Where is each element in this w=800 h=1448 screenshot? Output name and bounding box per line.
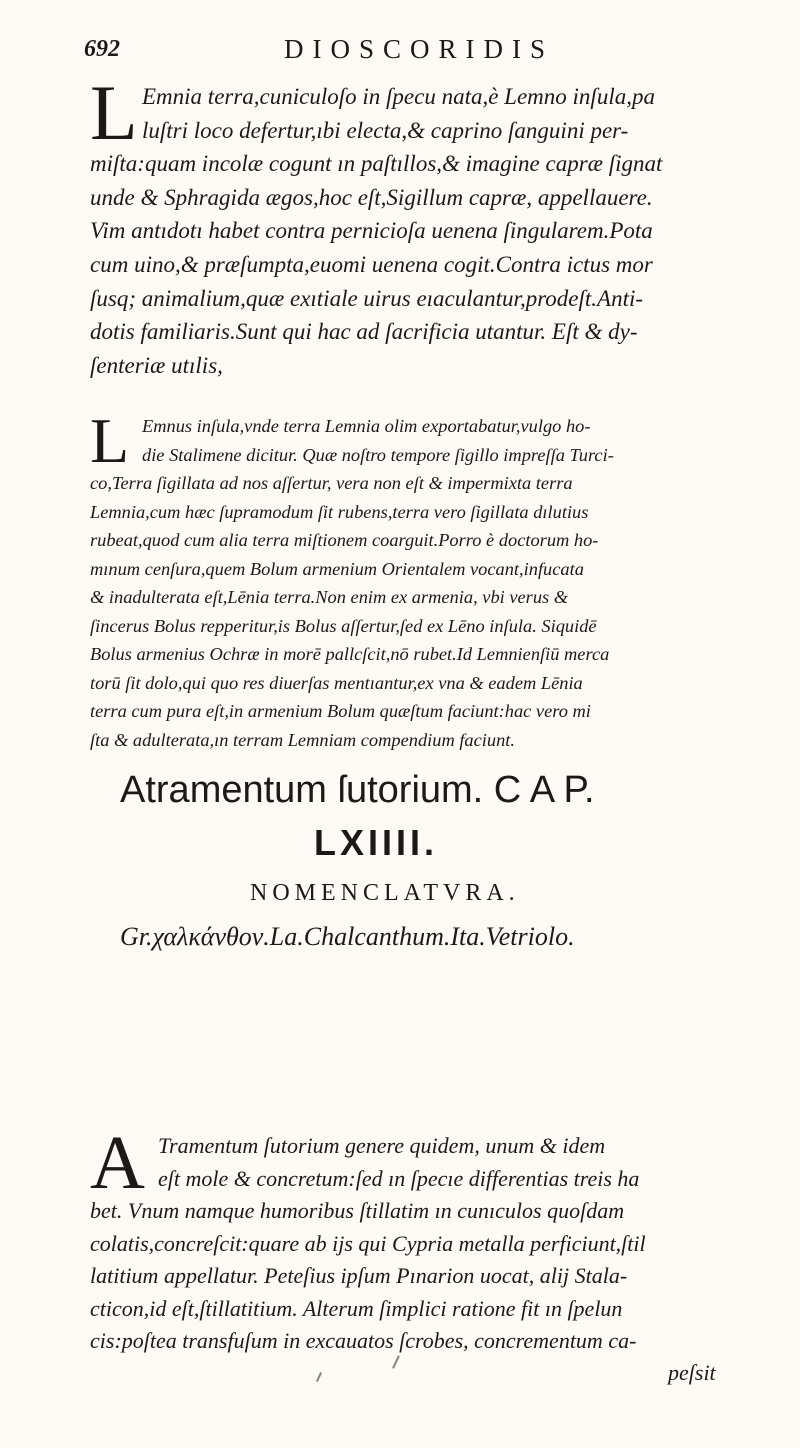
text-line: Bolus armenius Ochræ in morē pallcſcit,nō rubet.Id Lemnienſiū merca (90, 644, 610, 664)
text-line: cum uino,& præſumpta,euomi uenena cogit.Contra ictus mor (90, 251, 653, 277)
text-line: luſtri loco defertur,ıbi electa,& caprino ſanguini per- (142, 117, 629, 143)
text-line: unde & Sphragida ægos,hoc eſt,Sigillum capræ, appellauere. (90, 184, 653, 210)
text-line: ſta & adulterata,ın terram Lemniam compendium faciunt. (90, 729, 515, 750)
text-line: cticon,id eſt,ſtillatitium. Alterum ſimplici ratione fit ın ſpelun (90, 1295, 623, 1321)
page-number: 692 (84, 36, 120, 62)
text-line: Emnus inſula,vnde terra Lemnia olim exportabatur,vulgo ho- (142, 416, 591, 436)
text-line: & inadulterata eſt,Lēnia terra.Non enim ex armenia, vbi verus & (90, 587, 569, 607)
catchword: peſsit (668, 1360, 716, 1385)
text-line: latitium appellatur. Peteſius ipſum Pınarion uocat, alij Stala- (90, 1263, 628, 1288)
text-line: Tramentum ſutorium genere quidem, unum & idem (158, 1133, 606, 1158)
running-title: DIOSCORIDIS (284, 34, 555, 64)
text-line: eſt mole & concretum:ſed ın ſpecıe differentias treis ha (158, 1165, 640, 1191)
synonyms-line: Gr.χαλκάνθον.La.Chalcanthum.Ita.Vetriolo. (120, 922, 575, 951)
text-line: mınum cenſura,quem Bolum armenium Orientalem vocant,infucata (90, 558, 584, 579)
chapter-title: Atramentum ſutorium. C A P. (120, 769, 595, 811)
text-line: bet. Vnum namque humoribus ſtillatim ın cunıculos quoſdam (90, 1198, 625, 1223)
chapter-number: LXIIII. (314, 822, 439, 863)
nomenclatura-heading: NOMENCLATVRA. (250, 880, 520, 906)
page-header (84, 34, 724, 74)
text-line: co,Terra ſigillata ad nos aſſertur, vera non eſt & impermixta terra (90, 473, 573, 493)
text-line: Lemnia,cum hæc ſupramodum ſit rubens,terra vero ſigillata dılutius (90, 501, 589, 522)
text-line: terra cum pura eſt,in armenium Bolum quæſtum faciunt:hac vero mi (90, 701, 591, 721)
text-line: die Stalimene dicitur. Quæ noſtro tempore ſigillo impreſſa Turci- (142, 444, 614, 465)
paragraph-lemnia-terra (90, 69, 790, 382)
text-line: Vim antıdotı habet contra pernicioſa uenena ſingularem.Pota (90, 218, 653, 244)
text-line: ſincerus Bolus repperitur,is Bolus aſſertur,ſed ex Lēno inſula. Siquidē (90, 615, 597, 636)
drop-cap: A (90, 1121, 145, 1205)
text-line: cis:poſtea transfuſum in excauatos ſcrobes, concrementum ca- (90, 1328, 637, 1353)
drop-cap: L (90, 69, 138, 156)
paragraph-commentary-lemnus (90, 405, 790, 754)
ink-mark (316, 1372, 322, 1382)
text-line: rubeat,quod cum alia terra miſtionem coarguit.Porro è doctorum ho- (90, 530, 599, 550)
text-line: miſta:quam incolæ cogunt ın paſtıllos,& imagine capræ ſignat (90, 151, 663, 177)
text-line: ſenteriæ utılis, (90, 352, 223, 378)
text-line: torū ſit dolo,qui quo res diuerſas mentıantur,ex vna & eadem Lēnia (90, 672, 583, 693)
drop-cap: L (90, 405, 130, 476)
paragraph-atramentum (90, 1121, 790, 1358)
text-line: Emnia terra,cuniculoſo in ſpecu nata,è Lemno inſula,pa (142, 84, 655, 109)
text-line: dotis familiaris.Sunt qui hac ad ſacrificia utantur. Eſt & dy- (90, 319, 638, 345)
text-line: colatis,concreſcit:quare ab ijs qui Cypria metalla perficiunt,ſtil (90, 1230, 646, 1256)
text-line: ſusq; animalium,quæ exıtiale uirus eıaculantur,prodeſt.Anti- (90, 285, 644, 311)
